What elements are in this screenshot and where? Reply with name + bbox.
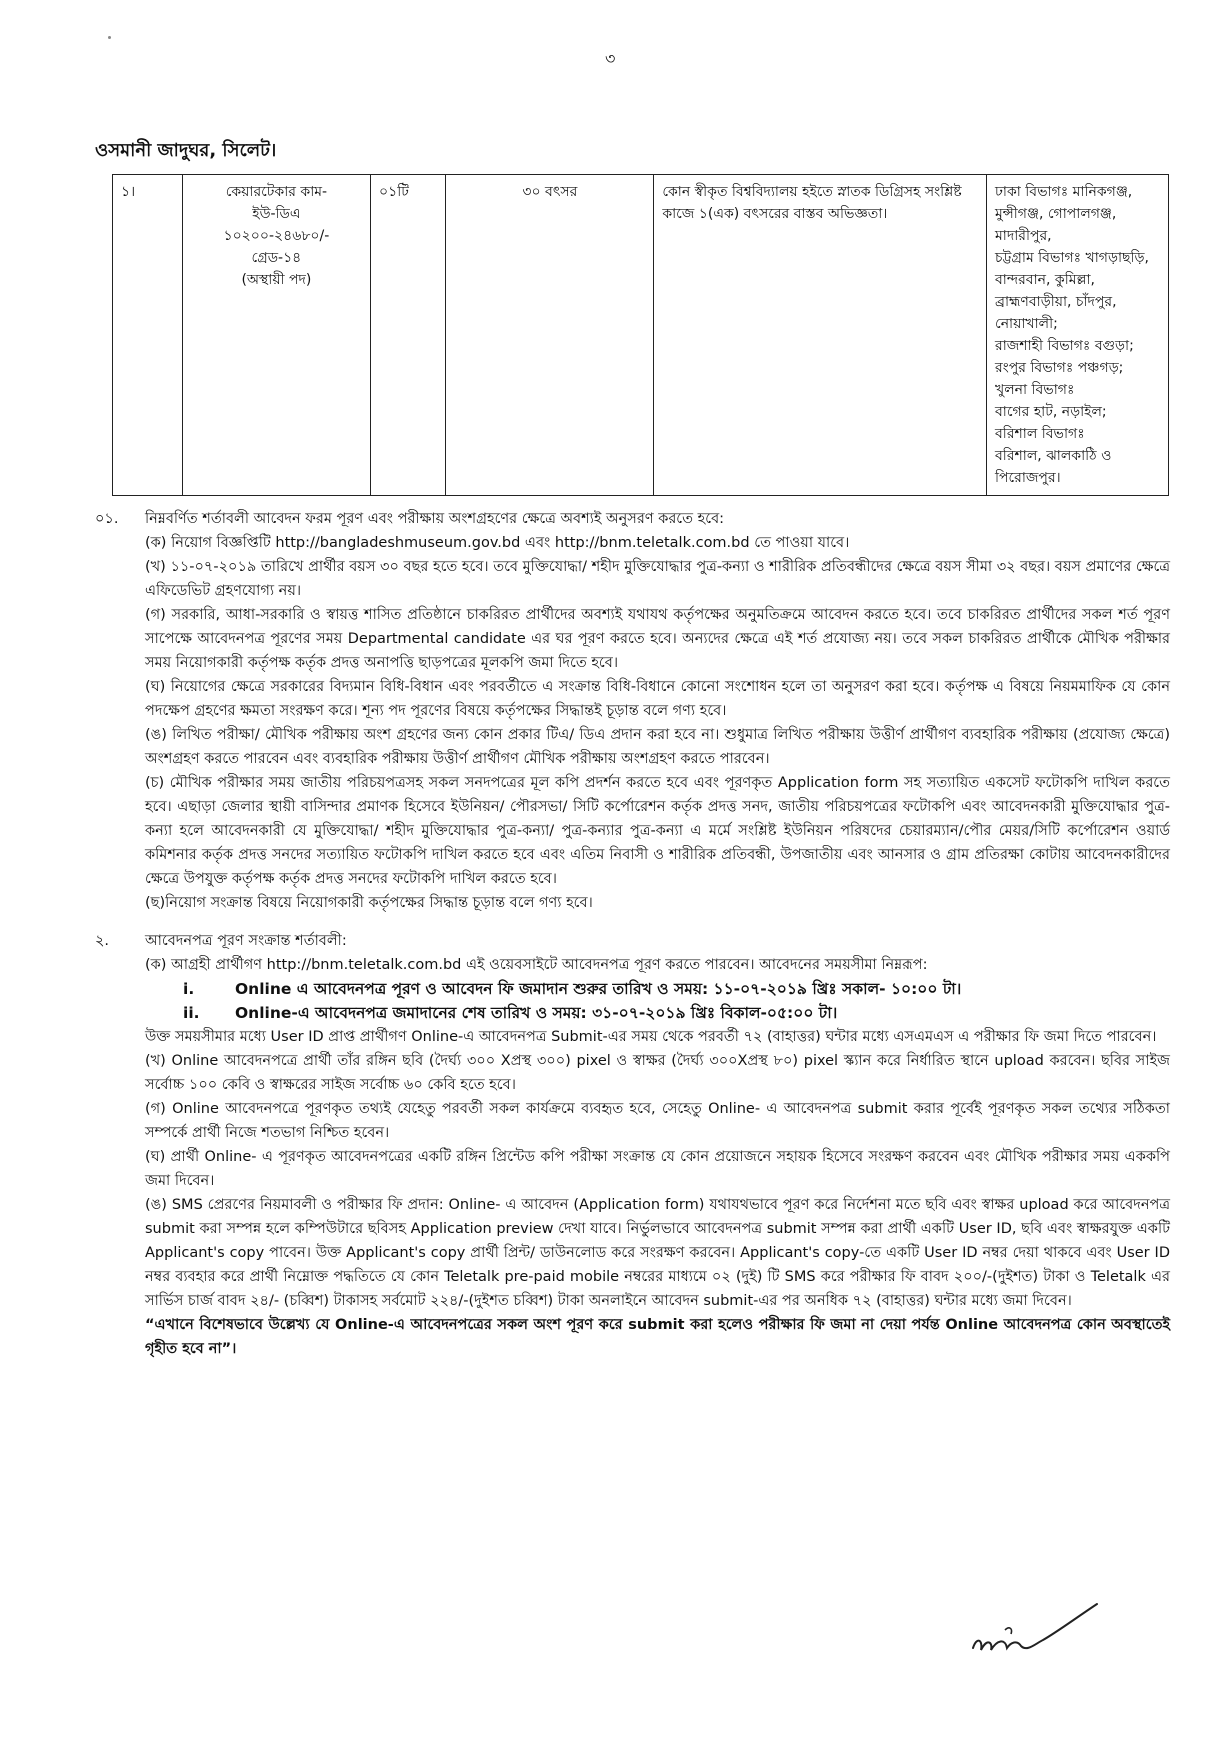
condition-item: (ঙ) SMS প্রেরণের নিয়মাবলী ও পরীক্ষার ফি প্রদান: Online- এ আবেদন (Application form) যথাযথভাবে পূরণ করে নির্দেশনা মতে ছবি এবং স্বাক্ষর upload করে আবেদনপত্র submit করা সম্পন্ন হলে কম্পিউটারে ছবিসহ Application preview দেখা যাবে। নির্ভুলভাবে আবেদনপত্র submit সম্পন্ন করা প্রার্থী একটি User ID, ছবি এবং স্বাক্ষরযুক্ত একটি Applicant's copy পাবেন। উক্ত Applicant's copy প্রার্থী প্রিন্ট/ ডাউনলোড করে সংরক্ষণ করবেন। Applicant's copy-তে একটি User ID নম্বর দেয়া থাকবে এবং User ID নম্বর ব্যবহার করে প্রার্থী নিম্নোক্ত পদ্ধতিতে যে কোন Teletalk pre-paid mobile নম্বরের মাধ্যমে ০২ (দুই) টি SMS করে পরীক্ষার ফি বাবদ ২০০/-(দুইশত) টাকা ও Teletalk এর সার্ভিস চার্জ বাবদ ২৪/- (চব্বিশ) টাকাসহ সর্বমোট ২২৪/-(দুইশত চব্বিশ) টাকা অনলাইনে আবেদন submit-এর পর অনধিক ৭২ (বাহাত্তর) ঘন্টার মধ্যে জমা দিবেন।: [145, 1197, 1170, 1309]
pay-scale: ১০২০০-২৪৬৮০/-: [223, 228, 330, 244]
condition-item: (ঙ) লিখিত পরীক্ষা/ মৌখিক পরীক্ষায় অংশ গ্রহণের জন্য কোন প্রকার টিএ/ ডিএ প্রদান করা হবে না। শুধুমাত্র লিখিত পরীক্ষায় উত্তীর্ণ প্রার্থীগণ ব্যবহারিক পরীক্ষায় (প্রযোজ্য ক্ষেত্রে) অংশগ্রহণ করতে পারবেন এবং ব্যবহারিক পরীক্ষায় উত্তীর্ণ প্রার্থীগণ মৌখিক পরীক্ষায় অংশগ্রহণ করতে পারবেন।: [145, 727, 1170, 767]
condition-item: (খ) Online আবেদনপত্রে প্রার্থী তাঁর রঙ্গিন ছবি (দৈর্ঘ্য ৩০০ Xপ্রস্থ ৩০০) pixel ও স্বাক্ষর (দৈর্ঘ্য ৩০০Xপ্রস্থ ৮০) pixel স্ক্যান করে নির্ধারিত স্থানে upload করবেন। ছবির সাইজ সর্বোচ্চ ১০০ কেবি ও স্বাক্ষরের সাইজ সর্বোচ্চ ৬০ কেবি হতে হবে।: [145, 1053, 1170, 1093]
grade: গ্রেড-১৪: [251, 250, 302, 266]
condition-item: (ঘ) প্রার্থী Online- এ পূরণকৃত আবেদনপত্রের একটি রঙ্গিন প্রিন্টেড কপি পরীক্ষা সংক্রান্ত যে কোন প্রয়োজনে সহায়ক হিসেবে সংরক্ষণ করবেন এবং মৌখিক পরীক্ষার সময় এককপি জমা দিবেন।: [145, 1149, 1170, 1189]
scan-speck: [108, 36, 111, 39]
condition-item: (ক) নিয়োগ বিজ্ঞপ্তিটি http://bangladeshmuseum.gov.bd এবং http://bnm.teletalk.com.bd তে পাওয়া যাবে।: [145, 535, 850, 551]
district-line: চট্টগ্রাম বিভাগঃ খাগড়াছড়ি,: [995, 250, 1149, 266]
district-line: বান্দরবান, কুমিল্লা,: [995, 272, 1095, 288]
section-2: [95, 929, 1170, 1361]
district-line: খুলনা বিভাগঃ: [995, 382, 1075, 398]
signature-icon: [965, 1600, 1105, 1660]
schedule-text: Online এ আবেদনপত্র পূরণ ও আবেদন ফি জমাদান শুরুর তারিখ ও সময়: ১১-০৭-২০১৯ খ্রিঃ সকাল- ১০:০০ টা।: [235, 980, 962, 998]
post-type: (অস্থায়ী পদ): [241, 272, 312, 288]
qualification-cell: কোন স্বীকৃত বিশ্ববিদ্যালয় হইতে স্নাতক ডিগ্রিসহ সংশ্লিষ্ট কাজে ১(এক) বৎসরের বাস্তব অভিজ্ঞতা।: [654, 175, 987, 496]
post-table: [112, 174, 1169, 496]
schedule-item: [145, 1001, 1170, 1025]
schedule-text: Online-এ আবেদনপত্র জমাদানের শেষ তারিখ ও সময়: ৩১-০৭-২০১৯ খ্রিঃ বিকাল-০৫:০০ টা।: [235, 1004, 838, 1022]
condition-item: (ক) আগ্রহী প্রার্থীগণ http://bnm.teletalk.com.bd এই ওয়েবসাইটে আবেদনপত্র পূরণ করতে পারবেন। আবেদনের সময়সীমা নিম্নরূপ:: [145, 957, 928, 973]
age-limit-cell: ৩০ বৎসর: [446, 175, 654, 496]
condition-item: (গ) সরকারি, আধা-সরকারি ও স্বায়ত্ত শাসিত প্রতিষ্ঠানে চাকরিরত প্রার্থীদের অবশ্যই যথাযথ কর্তৃপক্ষের অনুমতিক্রমে আবেদন করতে হবে। তবে চাকরিরত প্রার্থীদের সকল শর্ত পূরণ সাপেক্ষে আবেদনপত্র পূরণের সময় Departmental candidate এর ঘর পূরণ করতে হবে। অন্যদের ক্ষেত্রে এই শর্ত প্রযোজ্য নয়। তবে সকল চাকরিরত প্রার্থীকে মৌখিক পরীক্ষার সময় নিয়োগকারী কর্তৃপক্ষ কর্তৃক প্রদত্ত অনাপত্তি ছাড়পত্রের মূলকপি জমা দিতে হবে।: [145, 607, 1170, 671]
condition-item: (খ) ১১-০৭-২০১৯ তারিখে প্রার্থীর বয়স ৩০ বছর হতে হবে। তবে মুক্তিযোদ্ধা/ শহীদ মুক্তিযোদ্ধার পুত্র-কন্যা ও শারীরিক প্রতিবন্ধীদের ক্ষেত্রে বয়স সীমা ৩২ বছর। বয়স প্রমাণের ক্ষেত্রে এফিডেভিট গ্রহণযোগ্য নয়।: [145, 559, 1170, 599]
district-line: ঢাকা বিভাগঃ মানিকগঞ্জ,: [995, 184, 1133, 200]
roman-numeral: i.: [183, 980, 195, 998]
serial-cell: ১।: [113, 175, 183, 496]
district-line: বরিশাল বিভাগঃ: [995, 426, 1085, 442]
district-line: বাগের হাট, নড়াইল;: [995, 404, 1107, 420]
post-cell: [182, 175, 370, 496]
post-count-cell: ০১টি: [371, 175, 446, 496]
district-line: মাদারীপুর,: [995, 228, 1052, 244]
condition-item: উক্ত সময়সীমার মধ্যে User ID প্রাপ্ত প্রার্থীগণ Online-এ আবেদনপত্র Submit-এর সময় থেকে পরবর্তী ৭২ (বাহাত্তর) ঘন্টার মধ্যে এসএমএস এ পরীক্ষার ফি জমা দিতে পারবেন।: [145, 1029, 1157, 1045]
table-row: [113, 175, 1169, 496]
body-text: [95, 507, 1170, 1361]
district-line: ব্রাহ্মণবাড়ীয়া, চাঁদপুর,: [995, 294, 1117, 310]
schedule-item: [145, 977, 1170, 1001]
district-quota-cell: [987, 175, 1169, 496]
post-name-line: ইউ-ডিএ: [252, 206, 301, 222]
district-line: পিরোজপুর।: [995, 470, 1061, 486]
section-number: ২.: [95, 933, 110, 949]
page-number: ৩: [605, 49, 616, 68]
condition-item: (ঘ) নিয়োগের ক্ষেত্রে সরকারের বিদ্যমান বিধি-বিধান এবং পরবর্তীতে এ সংক্রান্ত বিধি-বিধানে কোনো সংশোধন হলে তা অনুসরণ করা হবে। কর্তৃপক্ষ এ বিষয়ে নিয়মমাফিক যে কোন পদক্ষেপ গ্রহণের ক্ষমতা সংরক্ষণ করে। শূন্য পদ পূরণের বিষয়ে কর্তৃপক্ষের সিদ্ধান্তই চূড়ান্ত বলে গণ্য হবে।: [145, 679, 1170, 719]
office-title: ওসমানী জাদুঘর, সিলেট।: [95, 140, 277, 161]
roman-numeral: ii.: [183, 1004, 200, 1022]
section-title: নিম্নবর্ণিত শর্তাবলী আবেদন ফরম পূরণ এবং পরীক্ষায় অংশগ্রহণের ক্ষেত্রে অবশ্যই অনুসরণ করতে হবে:: [145, 511, 725, 527]
condition-item: (ছ)নিয়োগ সংক্রান্ত বিষয়ে নিয়োগকারী কর্তৃপক্ষের সিদ্ধান্ত চূড়ান্ত বলে গণ্য হবে।: [145, 895, 593, 911]
district-line: রংপুর বিভাগঃ পঞ্চগড়;: [995, 360, 1124, 376]
district-line: মুন্সীগঞ্জ, গোপালগঞ্জ,: [995, 206, 1117, 222]
emphasis-note: “এখানে বিশেষভাবে উল্লেখ্য যে Online-এ আবেদনপত্রের সকল অংশ পূরণ করে submit করা হলেও পরীক্ষার ফি জমা না দেয়া পর্যন্ত Online আবেদনপত্র কোন অবস্থাতেই গৃহীত হবে না”।: [145, 1317, 1170, 1357]
district-line: নোয়াখালী;: [995, 316, 1058, 332]
section-title: আবেদনপত্র পূরণ সংক্রান্ত শর্তাবলী:: [145, 933, 347, 949]
condition-item: (চ) মৌখিক পরীক্ষার সময় জাতীয় পরিচয়পত্রসহ সকল সনদপত্রের মূল কপি প্রদর্শন করতে হবে এবং পূরণকৃত Application form সহ সত্যায়িত একসেট ফটোকপি দাখিল করতে হবে। এছাড়া জেলার স্থায়ী বাসিন্দার প্রমাণক হিসেবে ইউনিয়ন/ পৌরসভা/ সিটি কর্পোরেশন কর্তৃক প্রদত্ত সনদ, জাতীয় পরিচয়পত্রের ফটোকপি এবং আবেদনকারী মুক্তিযোদ্ধার পুত্র-কন্যা হলে আবেদনকারী যে মুক্তিযোদ্ধা/ শহীদ মুক্তিযোদ্ধার পুত্র-কন্যা/ পুত্র-কন্যার পুত্র-কন্যা এ মর্মে সংশ্লিষ্ট ইউনিয়ন পরিষদের চেয়ারম্যান/পৌর মেয়র/সিটি কর্পোরেশন ওয়ার্ড কমিশনার কর্তৃক প্রদত্ত সনদের সত্যায়িত ফটোকপি দাখিল করতে হবে এবং এতিম নিবাসী ও শারীরিক প্রতিবন্ধী, উপজাতীয় এবং আনসার ও গ্রাম প্রতিরক্ষা কোটায় আবেদনকারীদের ক্ষেত্রে উপযুক্ত কর্তৃপক্ষ কর্তৃক প্রদত্ত সনদের ফটোকপি দাখিল করতে হবে।: [145, 775, 1170, 887]
post-name-line: কেয়ারটেকার কাম-: [225, 184, 328, 200]
district-line: বরিশাল, ঝালকাঠি ও: [995, 448, 1112, 464]
condition-item: (গ) Online আবেদনপত্রে পূরণকৃত তথ্যই যেহেতু পরবর্তী সকল কার্যক্রমে ব্যবহৃত হবে, সেহেতু Online- এ আবেদনপত্র submit করার পূর্বেই পূরণকৃত সকল তথ্যের সঠিকতা সম্পর্কে প্রার্থী নিজে শতভাগ নিশ্চিত হবেন।: [145, 1101, 1170, 1141]
section-number: ০১.: [95, 511, 119, 527]
district-line: রাজশাহী বিভাগঃ বগুড়া;: [995, 338, 1134, 354]
section-1: [95, 507, 1170, 915]
